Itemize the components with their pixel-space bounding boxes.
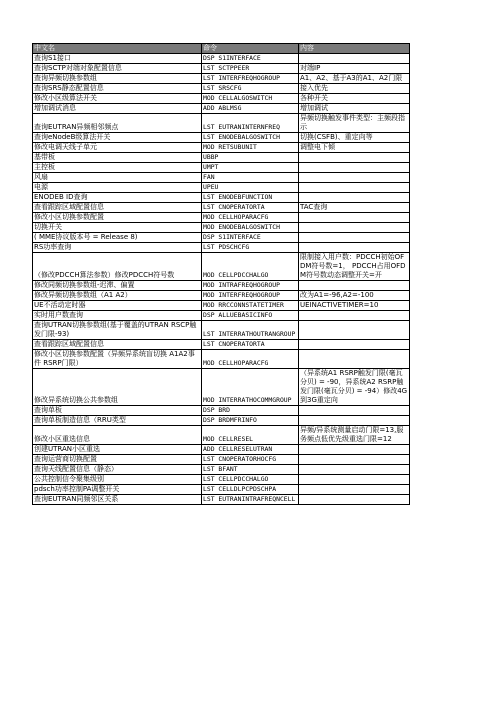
content-cell — [299, 311, 410, 321]
command-table-body — [33, 44, 410, 505]
name-cell: 修改小区级算法开关 — [33, 94, 202, 104]
name-cell: 修改电调天线子单元 — [33, 143, 202, 153]
table-row — [33, 54, 410, 64]
table-row — [33, 253, 410, 281]
name-cell: 修改小区重选信息 — [33, 426, 202, 445]
command-cell: MOD CELLPDCCHALGO — [202, 253, 299, 281]
table-row — [33, 74, 410, 84]
name-cell: （修改PDCCH算法参数）修改PDCCH符号数 — [33, 253, 202, 281]
table-row — [33, 495, 410, 505]
table-row — [33, 84, 410, 94]
content-cell — [299, 475, 410, 485]
content-cell: 切换(CSFB)、重定向等 — [299, 133, 410, 143]
table-row — [33, 203, 410, 213]
command-cell: LST CELLPDCCHALGO — [202, 475, 299, 485]
content-cell — [299, 281, 410, 291]
content-cell — [299, 173, 410, 183]
command-cell: LST EUTRANINTERNFREQ — [202, 114, 299, 133]
command-cell: MOD RETSUBUNIT — [202, 143, 299, 153]
name-cell: ENODEB ID查询 — [33, 193, 202, 203]
name-cell: 查询单板制造信息（RRU类型 — [33, 416, 202, 426]
command-cell: LST INTERRATHOUTRANGROUP — [202, 321, 299, 340]
command-cell: MOD RRCCONNSTATETIMER — [202, 301, 299, 311]
header-content: 内容 — [299, 44, 410, 54]
content-cell — [299, 193, 410, 203]
command-cell: ADD CELLRESELUTRAN — [202, 445, 299, 455]
command-cell: LST CELLDLPCPDSCHPA — [202, 485, 299, 495]
content-cell: 限制接入用户数：PDCCH初始OFDM符号数=1， PDCCH占用OFDM符号数动态调整开关=开 — [299, 253, 410, 281]
table-row — [33, 350, 410, 369]
command-cell: MOD CELLHOPARACFG — [202, 350, 299, 369]
name-cell: 修改异频切换参数组（A1 A2） — [33, 291, 202, 301]
name-cell: 查询S1接口 — [33, 54, 202, 64]
table-row — [33, 465, 410, 475]
content-cell — [299, 465, 410, 475]
name-cell: 实时用户数查询 — [33, 311, 202, 321]
table-row — [33, 163, 410, 173]
content-cell — [299, 485, 410, 495]
content-cell — [299, 233, 410, 243]
content-cell: TAC查询 — [299, 203, 410, 213]
command-cell: MOD INTRAFREQHOGROUP — [202, 281, 299, 291]
content-cell: UEINACTIVETIMER=10 — [299, 301, 410, 311]
name-cell: RS功率查询 — [33, 243, 202, 253]
content-cell: 对端IP — [299, 64, 410, 74]
name-cell: 基带板 — [33, 153, 202, 163]
table-row — [33, 213, 410, 223]
command-cell: LST EUTRANINTRAFREQNCELL — [202, 495, 299, 505]
table-row — [33, 485, 410, 495]
command-cell: ADD ABLMSG — [202, 104, 299, 114]
table-row — [33, 104, 410, 114]
name-cell: 增加调试消息 — [33, 104, 202, 114]
name-cell: 电源 — [33, 183, 202, 193]
content-cell: 改为A1=-96,A2=-100 — [299, 291, 410, 301]
table-row — [33, 183, 410, 193]
table-row — [33, 291, 410, 301]
name-cell: pdsch功率控制PA调整开关 — [33, 485, 202, 495]
content-cell: 调整电下倾 — [299, 143, 410, 153]
name-cell: 查询EUTRAN异频相邻频点 — [33, 114, 202, 133]
table-row — [33, 455, 410, 465]
content-cell: 异频切换触发事件类型：主频段指示 — [299, 114, 410, 133]
command-cell: LST PDSCHCFG — [202, 243, 299, 253]
content-cell — [299, 455, 410, 465]
table-row — [33, 143, 410, 153]
table-row — [33, 416, 410, 426]
command-cell: MOD INTERFREQHOGROUP — [202, 291, 299, 301]
command-cell: UMPT — [202, 163, 299, 173]
command-cell: LST CNOPERATORTA — [202, 203, 299, 213]
table-row — [33, 133, 410, 143]
name-cell: ( MME协议版本号 = Release 8) — [33, 233, 202, 243]
name-cell: 查询天线配置信息（静态） — [33, 465, 202, 475]
command-cell: LST CNOPERATORHOCFG — [202, 455, 299, 465]
header-row — [33, 44, 410, 54]
command-cell: MOD CELLHOPARACFG — [202, 213, 299, 223]
table-row — [33, 64, 410, 74]
name-cell: 创建UTRAN小区重选 — [33, 445, 202, 455]
name-cell: 修改小区切换参数配置（异频异系统盲切换 A1A2事件 RSRP门限） — [33, 350, 202, 369]
content-cell — [299, 223, 410, 233]
command-cell: MOD CELLALGOSWITCH — [202, 94, 299, 104]
table-row — [33, 223, 410, 233]
content-cell — [299, 340, 410, 350]
content-cell: 各种开关 — [299, 94, 410, 104]
command-cell: LST ENODEBFUNCTION — [202, 193, 299, 203]
table-row — [33, 475, 410, 485]
command-cell: DSP BRDMFRINFO — [202, 416, 299, 426]
command-cell: DSP S1INTERFACE — [202, 233, 299, 243]
content-cell: 增加调试 — [299, 104, 410, 114]
table-row — [33, 426, 410, 445]
name-cell: 查看跟踪区域配置信息 — [33, 203, 202, 213]
name-cell: 查询运营商切换配置 — [33, 455, 202, 465]
content-cell — [299, 416, 410, 426]
table-row — [33, 233, 410, 243]
table-row — [33, 301, 410, 311]
table-row — [33, 243, 410, 253]
table-row — [33, 193, 410, 203]
name-cell: 查询UTRAN切换参数组(基于覆盖的UTRAN RSCP触发门限-93) — [33, 321, 202, 340]
content-cell — [299, 163, 410, 173]
content-cell — [299, 495, 410, 505]
table-row — [33, 173, 410, 183]
content-cell — [299, 243, 410, 253]
content-cell — [299, 54, 410, 64]
content-cell — [299, 321, 410, 340]
table-row — [33, 114, 410, 133]
name-cell: 查询EUTRAN同频邻区关系 — [33, 495, 202, 505]
name-cell: 风扇 — [33, 173, 202, 183]
content-cell — [299, 406, 410, 416]
command-cell: LST BFANT — [202, 465, 299, 475]
content-cell: 异频/异系统测量启动门限=13,服务频点低优先级重选门限=12 — [299, 426, 410, 445]
table-row — [33, 369, 410, 406]
content-cell — [299, 213, 410, 223]
name-cell: 公共控制信令聚集级别 — [33, 475, 202, 485]
header-name: 中文名 — [33, 44, 202, 54]
name-cell: UE不活动定时器 — [33, 301, 202, 311]
command-cell: UPEU — [202, 183, 299, 193]
command-cell: UBBP — [202, 153, 299, 163]
command-cell: LST SRSCFG — [202, 84, 299, 94]
name-cell: 查询SCTP对端对象配置信息 — [33, 64, 202, 74]
content-cell — [299, 183, 410, 193]
name-cell: 查看跟踪区域配置信息 — [33, 340, 202, 350]
command-cell: DSP BRD — [202, 406, 299, 416]
command-cell: LST INTERFREQHOGROUP — [202, 74, 299, 84]
name-cell: 主控板 — [33, 163, 202, 173]
command-cell: DSP ALLUEBASICINFO — [202, 311, 299, 321]
name-cell: 修改同频切换参数组-迟滞、偏置 — [33, 281, 202, 291]
command-cell: MOD CELLRESEL — [202, 426, 299, 445]
command-cell: LST CNOPERATORTA — [202, 340, 299, 350]
command-cell: LST SCTPPEER — [202, 64, 299, 74]
table-row — [33, 311, 410, 321]
command-cell: DSP S1INTERFACE — [202, 54, 299, 64]
name-cell: 修改异系统切换公共参数组 — [33, 369, 202, 406]
table-row — [33, 340, 410, 350]
content-cell — [299, 350, 410, 369]
content-cell: A1、A2、基于A3的A1、A2门限 — [299, 74, 410, 84]
name-cell: 修改小区切换参数配置 — [33, 213, 202, 223]
command-cell: MOD ENODEBALGOSWITCH — [202, 223, 299, 233]
content-cell: （异系统A1 RSRP触发门限(毫瓦分贝) = -90，异系统A2 RSRP触发门限(毫瓦分贝) = -94）修改4G到3G重定向 — [299, 369, 410, 406]
table-row — [33, 406, 410, 416]
command-cell: MOD INTERRATHOCOMMGROUP — [202, 369, 299, 406]
table-row — [33, 153, 410, 163]
command-cell: LST ENODEBALGOSWITCH — [202, 133, 299, 143]
name-cell: 查询单板 — [33, 406, 202, 416]
name-cell: 查询异频切换参数组 — [33, 74, 202, 84]
command-cell: FAN — [202, 173, 299, 183]
content-cell — [299, 445, 410, 455]
command-table — [32, 43, 410, 505]
name-cell: 查询SRS静态配置信息 — [33, 84, 202, 94]
table-row — [33, 445, 410, 455]
content-cell — [299, 153, 410, 163]
table-row — [33, 281, 410, 291]
table-row — [33, 94, 410, 104]
name-cell: 切换开关 — [33, 223, 202, 233]
content-cell: 接入优先 — [299, 84, 410, 94]
table-row — [33, 321, 410, 340]
name-cell: 查询eNodeB级算法开关 — [33, 133, 202, 143]
header-command: 命令 — [202, 44, 299, 54]
